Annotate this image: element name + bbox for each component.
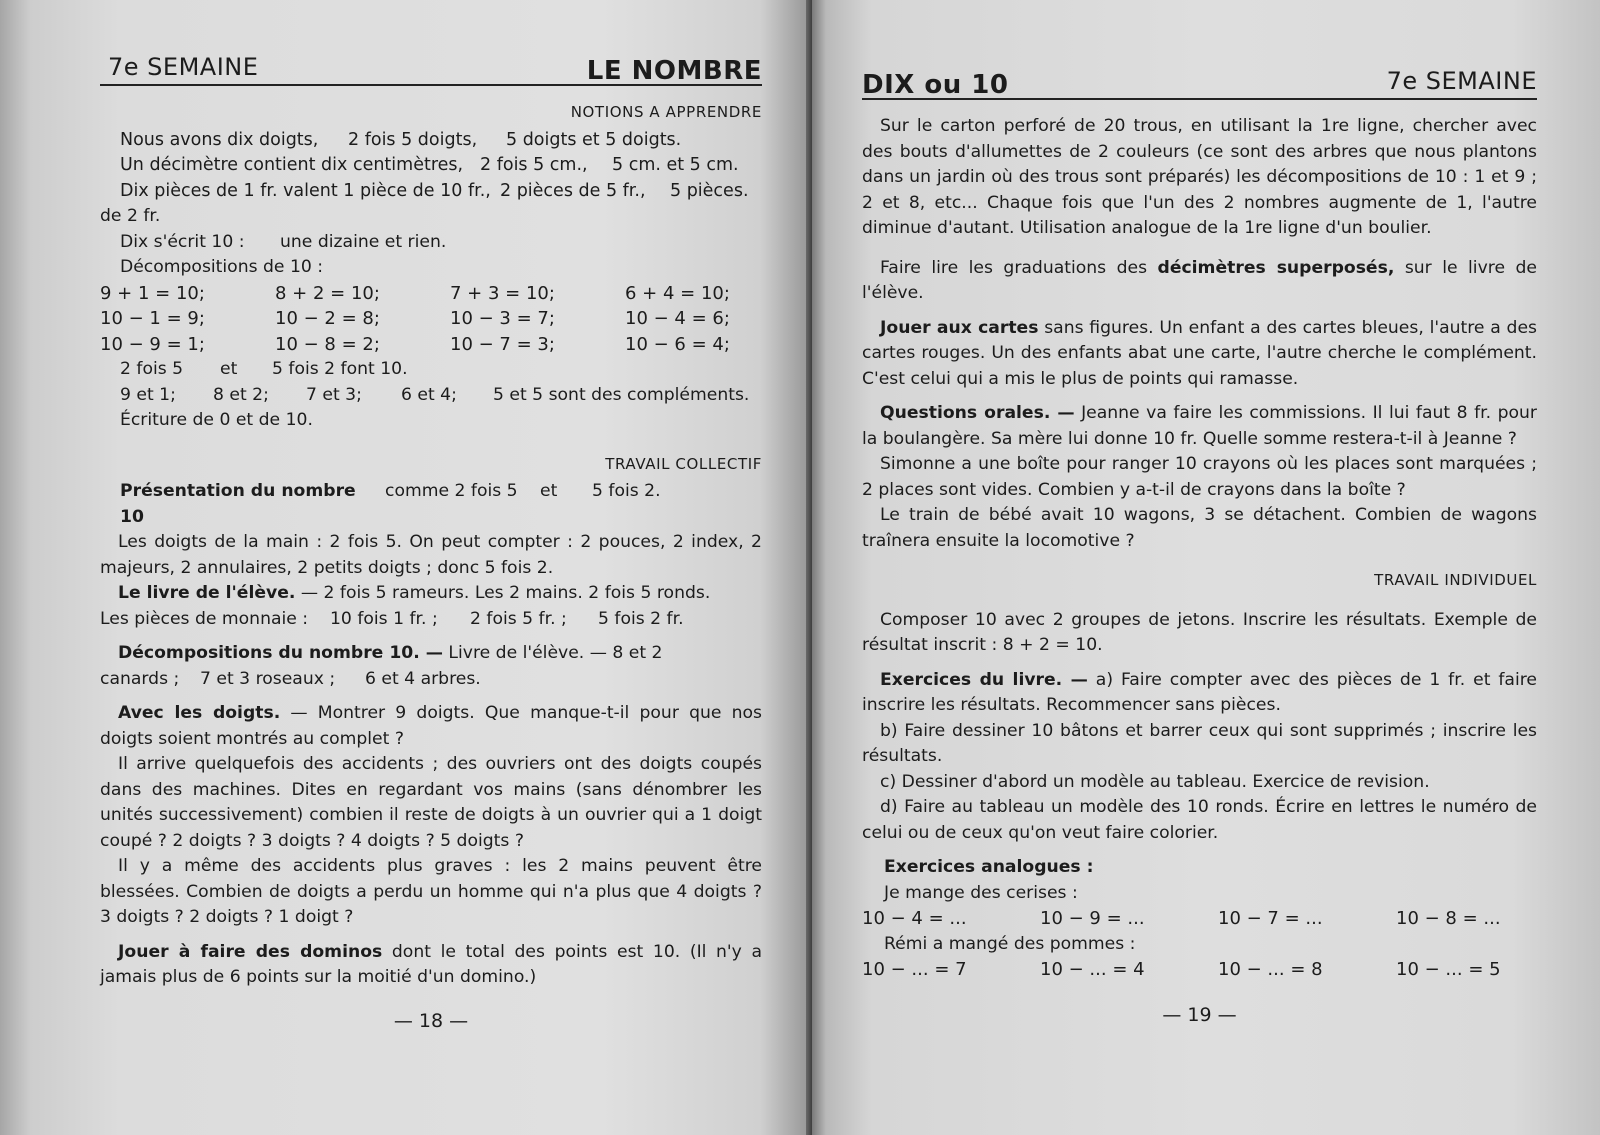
text: et (220, 359, 238, 379)
text: 6 et 4 arbres. (365, 668, 481, 689)
paragraph (100, 581, 762, 607)
equation: 10 − 6 = 4; (625, 333, 730, 355)
cerises-label: Je mange des cerises : (884, 882, 1078, 903)
text: 8 et 2; (213, 384, 269, 405)
week-label: 7e SEMAINE (1386, 66, 1537, 95)
text: 2 pièces de 5 fr., (500, 180, 646, 201)
paragraph (862, 668, 1537, 719)
ecrit-line (100, 230, 762, 256)
paragraph (862, 256, 1537, 307)
pommes-row (862, 957, 1537, 983)
paragraph (100, 641, 762, 667)
section-travail-individuel: TRAVAIL INDIVIDUEL (1374, 571, 1537, 589)
exercise: 10 − ... = 7 (862, 959, 967, 980)
text: dont le total des points est 10. (Il n'y a jamais plus de 6 points sur la moitié d'un domino.) (100, 941, 762, 987)
pieces-line (100, 607, 762, 633)
text: 5 doigts et 5 doigts. (506, 129, 682, 150)
text: 7 et 3; (306, 384, 362, 405)
text: 5 pièces. (670, 180, 749, 201)
left-header (100, 44, 762, 86)
paragraph (862, 316, 1537, 393)
text: 10 fois 1 fr. ; (330, 608, 438, 629)
equation: 6 + 4 = 10; (625, 282, 730, 304)
text: une dizaine et rien. (280, 231, 447, 252)
bold-lead: Jouer aux cartes (880, 317, 1039, 338)
text: Un décimètre contient dix centimètres, (120, 155, 464, 175)
text: 2 fois 5 (120, 359, 184, 379)
text: comme 2 fois 5 (385, 481, 518, 501)
text: a) Faire compter avec des pièces de 1 fr. et faire inscrire les résultats. Recommencer sans pièces. (862, 669, 1537, 715)
paragraph: Le train de bébé avait 10 wagons, 3 se détachent. Combien de wagons traînera ensuite la locomotive ? (862, 505, 1537, 551)
bold-lead: Avec les doigts. (118, 703, 281, 723)
equation: 10 − 9 = 1; (100, 333, 205, 355)
right-page (812, 0, 1600, 1135)
right-page-content (862, 58, 1537, 1028)
equation: 9 + 1 = 10; (100, 282, 205, 304)
pommes-label: Rémi a mangé des pommes : (884, 933, 1136, 954)
text: Jeanne va faire les commissions. Il lui faut 8 fr. pour la boulangère. Sa mère lui donne 10 fr. Quelle somme restera-t-il à Jeanne ? (862, 403, 1537, 449)
text: 5 et 5 sont des compléments. (493, 384, 750, 405)
bold-lead: Jouer à faire des dominos (118, 941, 383, 962)
chapter-title: LE NOMBRE (586, 55, 762, 86)
paragraph: Sur le carton perforé de 20 trous, en utilisant la 1re ligne, chercher avec des bouts d'allumettes de 2 couleurs (ce sont des arbres que nous plantons dans un jardin où des trous sont préparés) les décompositions de 10 : 1 et 9 ; 2 et 8, etc... Chaque fois que l'un des 2 nombres augmente de 1, l'autre diminue d'autant. Utilisation analogue de la 1re ligne d'un boulier. (862, 116, 1537, 238)
cerises-row (862, 906, 1537, 932)
text: 9 et 1; (120, 384, 176, 405)
exercise: 10 − 7 = ... (1218, 908, 1323, 929)
equation: 7 + 3 = 10; (450, 282, 555, 304)
text: sans figures. Un enfant a des cartes bleues, l'autre a des cartes rouges. Un des enfants abat une carte, l'autre cherche le complément. C'est celui qui a mis le plus de points qui ramasse. (862, 317, 1538, 389)
bold-lead: Exercices du livre. — (880, 669, 1088, 690)
decomp-row-3 (100, 332, 762, 358)
equation: 10 − 7 = 3; (450, 333, 555, 355)
paragraph: Simonne a une boîte pour ranger 10 crayons où les places sont marquées ; 2 places sont vides. Combien y a-t-il de crayons dans la boîte ? (862, 454, 1537, 500)
section-travail-collectif: TRAVAIL COLLECTIF (605, 454, 762, 473)
text: 5 fois 2 fr. (598, 608, 684, 629)
text: 5 fois 2. (592, 481, 661, 501)
text: 5 cm. et 5 cm. (612, 155, 739, 175)
text: — Montrer 9 doigts. Que manque-t-il pour que nos doigts soient montrés au complet ? (100, 703, 763, 749)
text: 6 et 4; (401, 384, 457, 405)
paragraph: Composer 10 avec 2 groupes de jetons. Inscrire les résultats. Exemple de résultat inscrit : 8 + 2 = 10. (862, 609, 1537, 655)
text: — 2 fois 5 rameurs. Les 2 mains. 2 fois 5 ronds. (295, 583, 711, 603)
exercise: 10 − 4 = ... (862, 908, 967, 929)
text: Faire lire les graduations des (880, 257, 1158, 278)
decomp-row-2 (100, 306, 762, 332)
fois-line (100, 357, 762, 383)
page-number: — 18 — (393, 1009, 469, 1032)
exercise: 10 − ... = 4 (1040, 959, 1145, 980)
decomp-row-1 (100, 281, 762, 307)
text: sur le livre de l'élève. (862, 257, 1537, 303)
paragraph: c) Dessiner d'abord un modèle au tableau. Exercice de revision. (880, 771, 1430, 792)
paragraph: Les doigts de la main : 2 fois 5. On peut compter : 2 pouces, 2 index, 2 majeurs, 2 annulaires, 2 petits doigts ; donc 5 fois 2. (100, 532, 762, 578)
exercise: 10 − 8 = ... (1396, 908, 1501, 929)
text: Livre de l'élève. — 8 et 2 (442, 643, 663, 663)
bold-lead: Questions orales. — (880, 403, 1075, 423)
paragraph (100, 701, 762, 752)
ecriture-line: Écriture de 0 et de 10. (120, 410, 313, 430)
paragraph: Il y a même des accidents plus graves : les 2 mains peuvent être blessées. Combien de doigts a perdu un homme qui n'a plus que 4 doigts ? 3 doigts ? 2 doigts ? 1 doigt ? (100, 856, 762, 927)
right-header (862, 58, 1537, 100)
equation: 8 + 2 = 10; (275, 282, 380, 304)
bold-lead: Décompositions du nombre 10. — (118, 643, 443, 663)
decomp2-line-2 (100, 667, 762, 693)
analogues-heading (862, 855, 1537, 881)
text: canards ; (100, 668, 180, 689)
bold-lead: Le livre de l'élève. (118, 583, 296, 603)
text: Dix pièces de 1 fr. valent 1 pièce de 10 fr., (120, 180, 491, 201)
text: Nous avons dix doigts, (120, 129, 319, 150)
text: 2 fois 5 cm., (480, 155, 588, 175)
paragraph (862, 401, 1537, 452)
text: Les pièces de monnaie : (100, 608, 309, 629)
equation: 10 − 8 = 2; (275, 333, 380, 355)
equation: 10 − 1 = 9; (100, 308, 205, 329)
exercise: 10 − ... = 8 (1218, 959, 1323, 980)
complements-line (100, 383, 762, 409)
text: 7 et 3 roseaux ; (200, 668, 336, 689)
presentation-line (100, 479, 762, 530)
paragraph: b) Faire dessiner 10 bâtons et barrer ceux qui sont supprimés ; inscrire les résultats. (862, 720, 1537, 766)
notion-line-2 (100, 153, 762, 179)
chapter-title: DIX ou 10 (862, 69, 1009, 100)
equation: 10 − 2 = 8; (275, 308, 380, 329)
bold-term: décimètres superposés, (1157, 257, 1395, 278)
notion-line-3b: de 2 fr. (100, 206, 161, 226)
page-number: — 19 — (1162, 1003, 1237, 1026)
week-label: 7e SEMAINE (108, 52, 259, 81)
paragraph: d) Faire au tableau un modèle des 10 ronds. Écrire en lettres le numéro de celui ou de ceux qu'on veut faire colorier. (862, 797, 1537, 843)
equation: 10 − 4 = 6; (625, 308, 730, 329)
text: 2 fois 5 doigts, (348, 129, 478, 150)
bold-lead: Présentation du nombre 10 (120, 481, 356, 527)
text: 5 fois 2 font 10. (272, 359, 408, 379)
paragraph (100, 940, 762, 991)
decomp-label: Décompositions de 10 : (120, 257, 324, 277)
exercise: 10 − ... = 5 (1396, 959, 1501, 980)
notion-line-3 (100, 179, 762, 205)
bold-lead: Exercices analogues : (884, 857, 1094, 877)
text: et (540, 481, 558, 501)
section-notions: NOTIONS A APPRENDRE (570, 103, 762, 121)
left-page-content (100, 44, 762, 1034)
equation: 10 − 3 = 7; (450, 308, 555, 329)
text: 2 fois 5 fr. ; (470, 608, 567, 629)
paragraph: Il arrive quelquefois des accidents ; des ouvriers ont des doigts coupés dans des machines. Dites en regardant vos mains (sans dénombrer les unités successivement) combien il reste de doigts à un ouvrier qui a 1 doigt coupé ? 2 doigts ? 3 doigts ? 4 doigts ? 5 doigts ? (100, 754, 762, 851)
text: Dix s'écrit 10 : (120, 231, 245, 252)
exercise: 10 − 9 = ... (1040, 908, 1145, 929)
notion-line-1 (100, 128, 762, 154)
